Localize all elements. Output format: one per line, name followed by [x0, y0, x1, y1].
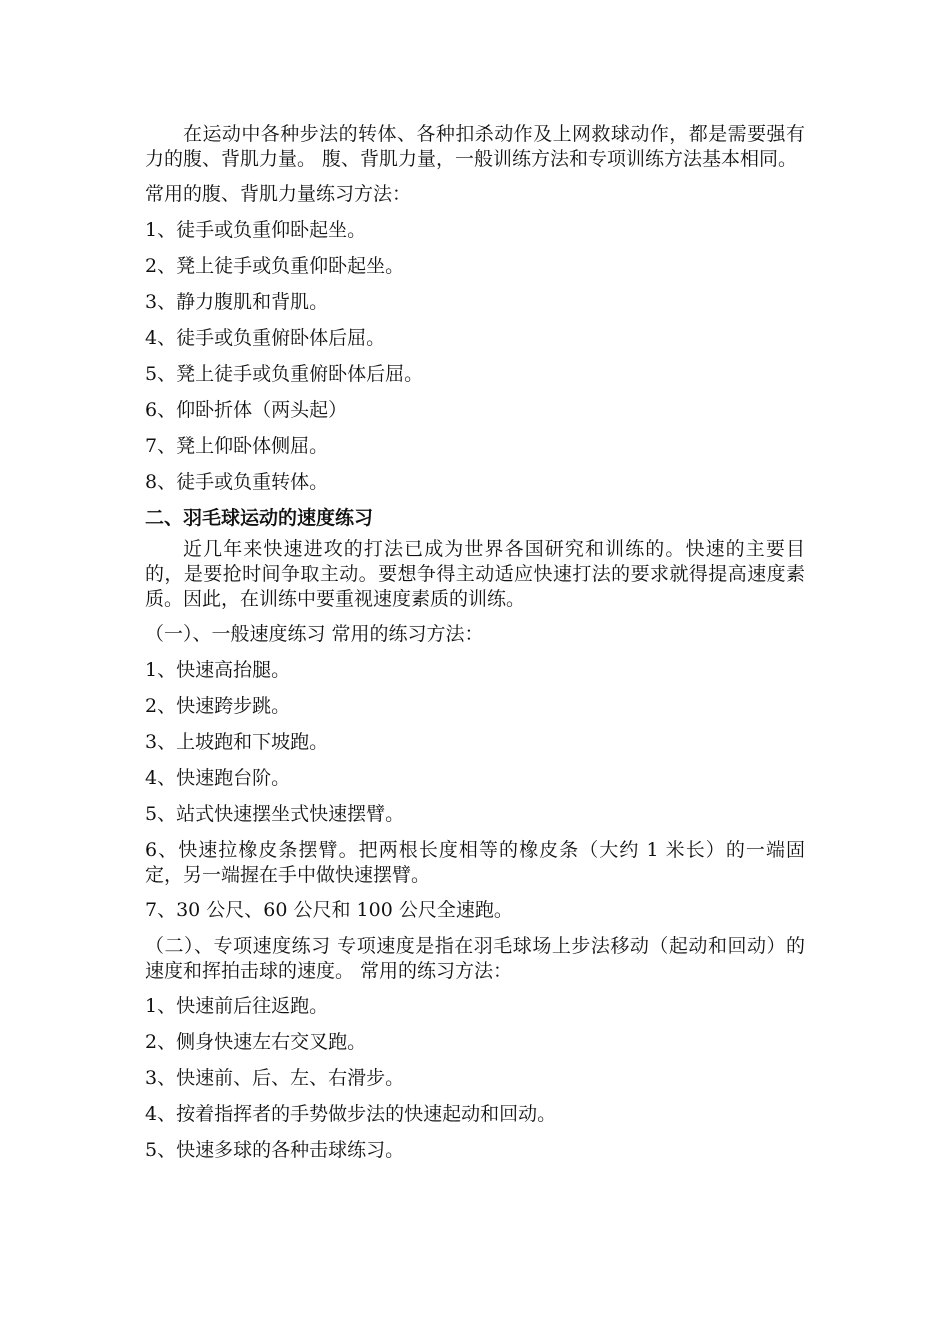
core-methods-title: 常用的腹、背肌力量练习方法： — [145, 183, 412, 205]
list-item: 2、快速跨步跳。 — [145, 695, 291, 717]
document-body — [145, 122, 805, 1174]
general-speed-title: （一）、一般速度练习 常用的练习方法： — [145, 623, 484, 645]
list-item: 7、凳上仰卧体侧屈。 — [145, 435, 329, 457]
list-item: 8、徒手或负重转体。 — [145, 471, 329, 493]
list-item: 5、快速多球的各种击球练习。 — [145, 1139, 405, 1161]
list-item: 7、30 公尺、60 公尺和 100 公尺全速跑。 — [145, 899, 513, 921]
list-item: 4、徒手或负重俯卧体后屈。 — [145, 327, 386, 349]
speed-intro-paragraph: 近几年来快速进攻的打法已成为世界各国研究和训练的。快速的主要目的，是要抢时间争取主动。要想争得主动适应快速打法的要求就得提高速度素质。因此，在训练中要重视速度素质的训练。 — [145, 538, 805, 610]
list-item: 1、徒手或负重仰卧起坐。 — [145, 219, 367, 241]
section-heading: 二、羽毛球运动的速度练习 — [145, 507, 374, 529]
intro-paragraph: 在运动中各种步法的转体、各种扣杀动作及上网救球动作，都是需要强有力的腹、背肌力量。 腹、背肌力量，一般训练方法和专项训练方法基本相同。 — [145, 123, 805, 170]
list-item: 4、快速跑台阶。 — [145, 767, 291, 789]
list-item: 5、站式快速摆坐式快速摆臂。 — [145, 803, 405, 825]
list-item: 5、凳上徒手或负重俯卧体后屈。 — [145, 363, 424, 385]
list-item: 4、按着指挥者的手势做步法的快速起动和回动。 — [145, 1103, 557, 1125]
list-item: 6、仰卧折体（两头起） — [145, 399, 348, 421]
list-item: 3、静力腹肌和背肌。 — [145, 291, 329, 313]
list-item: 3、快速前、后、左、右滑步。 — [145, 1067, 405, 1089]
list-item: 2、凳上徒手或负重仰卧起坐。 — [145, 255, 405, 277]
list-item: 2、侧身快速左右交叉跑。 — [145, 1031, 367, 1053]
special-speed-paragraph: （二）、专项速度练习 专项速度是指在羽毛球场上步法移动（起动和回动）的速度和挥拍击球的速度。 常用的练习方法： — [145, 935, 805, 982]
list-item: 3、上坡跑和下坡跑。 — [145, 731, 329, 753]
list-item: 6、快速拉橡皮条摆臂。把两根长度相等的橡皮条（大约 1 米长）的一端固定，另一端握在手中做快速摆臂。 — [145, 839, 805, 886]
list-item: 1、快速前后往返跑。 — [145, 995, 329, 1017]
list-item: 1、快速高抬腿。 — [145, 659, 291, 681]
